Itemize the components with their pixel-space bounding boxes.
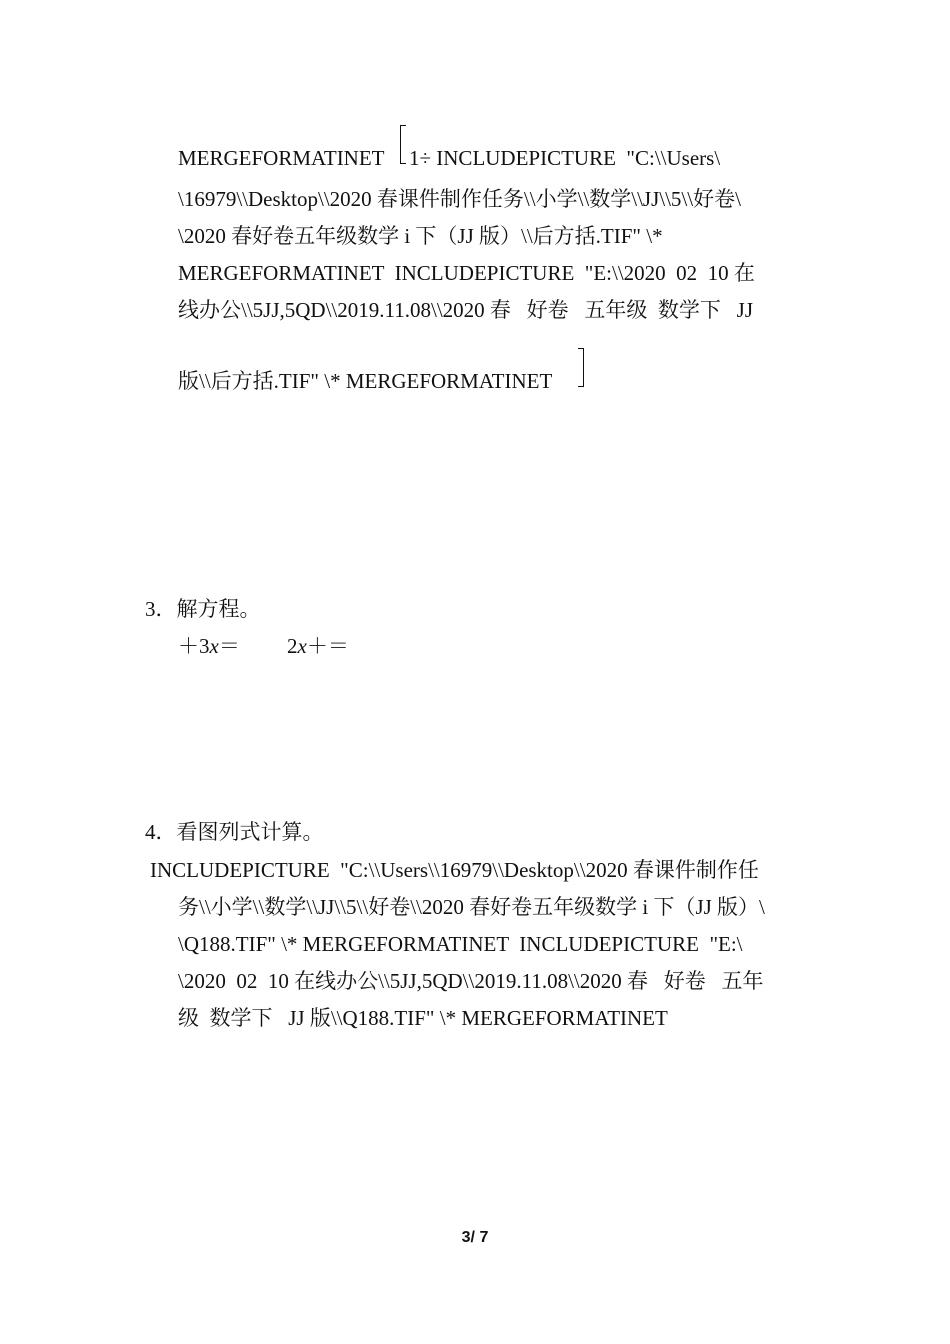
right-bracket — [578, 348, 584, 387]
page-number: 3/ 7 — [461, 1229, 489, 1246]
equation-2 — [287, 634, 349, 658]
question-4-line-2: 务\\小学\\数学\\JJ\\5\\好卷\\2020 春好卷五年级数学 i 下（JJ 版）\ — [178, 895, 765, 919]
question-3-heading: 3．解方程。 — [145, 597, 261, 621]
field-code-line-1b: 1÷ INCLUDEPICTURE "C:\\Users\ — [409, 146, 721, 170]
field-code-line-4: MERGEFORMATINET INCLUDEPICTURE "E:\\2020 02 10 在 — [178, 261, 755, 285]
equation-2-suffix: ＋＝ — [306, 634, 349, 658]
field-code-line-1a: MERGEFORMATINET — [178, 146, 385, 170]
question-4-line-5: 级 数学下 JJ 版\\Q188.TIF" \* MERGEFORMATINET — [178, 1006, 668, 1030]
field-code-line-5: 线办公\\5JJ,5QD\\2019.11.08\\2020 春 好卷 五年级 数学下 JJ — [178, 298, 753, 322]
field-code-line-2: \16979\\Desktop\\2020 春课件制作任务\\小学\\数学\\JJ\\5\\好卷\ — [178, 187, 741, 211]
equation-1-prefix: ＋3 — [178, 634, 210, 658]
equation-1-suffix: ＝ — [218, 634, 240, 658]
question-4-line-3: \Q188.TIF" \* MERGEFORMATINET INCLUDEPICTURE "E:\ — [178, 932, 743, 956]
field-code-line-3: \2020 春好卷五年级数学 i 下（JJ 版）\\后方括.TIF" \* — [178, 224, 663, 248]
question-4-line-1: INCLUDEPICTURE "C:\\Users\\16979\\Desktop\\2020 春课件制作任 — [150, 858, 759, 882]
equation-2-variable: x — [297, 634, 307, 658]
left-bracket — [400, 125, 406, 164]
question-4-line-4: \2020 02 10 在线办公\\5JJ,5QD\\2019.11.08\\2020 春 好卷 五年 — [178, 969, 764, 993]
equation-1-variable: x — [209, 634, 219, 658]
field-code-line-6: 版\\后方括.TIF" \* MERGEFORMATINET — [178, 369, 553, 393]
equation-2-prefix: 2 — [287, 634, 298, 658]
question-4-heading: 4．看图列式计算。 — [145, 820, 324, 844]
equation-1 — [178, 634, 240, 658]
